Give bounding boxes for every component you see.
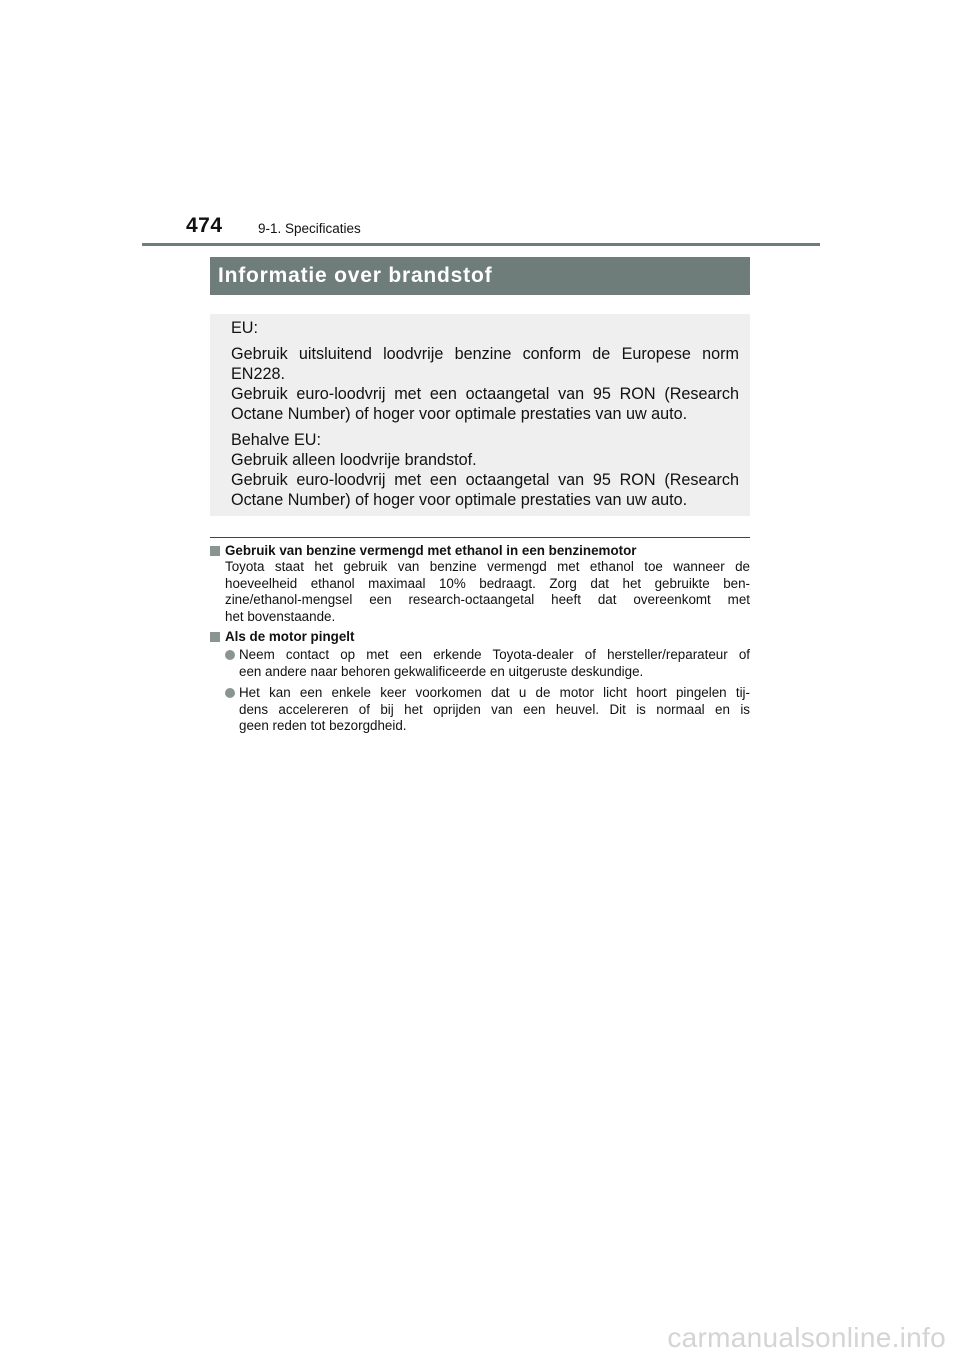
non-eu-text	[231, 450, 739, 510]
eu-text	[231, 344, 739, 424]
square-icon	[210, 546, 220, 556]
page-title: Informatie over brandstof	[218, 264, 493, 287]
bullet-text	[239, 685, 750, 734]
dot-icon	[225, 688, 235, 698]
non-eu-label: Behalve EU:	[231, 431, 321, 449]
note-body-line: zine/ethanol-mengsel een research-octaangetal heeft dat overeenkomt met	[225, 592, 750, 608]
eu-line: Octane Number) of hoger voor optimale prestaties van uw auto.	[231, 405, 688, 423]
bullet-line: Het kan een enkele keer voorkomen dat u de motor licht hoort pingelen tij-	[239, 685, 750, 701]
bullet-line: dens accelereren of bij het oprijden van een heuvel. Dit is normaal en is	[239, 701, 750, 717]
fuel-info-box	[210, 314, 750, 516]
bullet-item	[225, 685, 750, 734]
bullet-line: Neem contact op met een erkende Toyota-dealer of hersteller/reparateur of	[239, 647, 750, 663]
non-eu-line: Gebruik alleen loodvrije brandstof.	[231, 451, 477, 469]
bullet-line: geen reden tot bezorgdheid.	[239, 718, 407, 734]
bullet-item	[225, 647, 750, 680]
note-heading	[210, 629, 750, 645]
eu-line: Gebruik euro-loodvrij met een octaangetal van 95 RON (Research	[231, 385, 739, 403]
page-number: 474	[186, 214, 223, 237]
section-label: 9-1. Specificaties	[258, 221, 361, 236]
eu-line: Gebruik uitsluitend loodvrije benzine conform de Europese norm	[231, 345, 739, 363]
non-eu-line: Octane Number) of hoger voor optimale prestaties van uw auto.	[231, 491, 688, 509]
notes-section	[210, 543, 750, 738]
bullet-line: een andere naar behoren gekwalificeerde en uitgeruste deskundige.	[239, 663, 644, 679]
note-body-line: hoeveelheid ethanol maximaal 10% bedraagt. Zorg dat het gebruikte ben-	[225, 575, 750, 591]
header-rule	[142, 243, 820, 246]
note-knocking	[210, 629, 750, 734]
note-heading	[210, 543, 750, 559]
dot-icon	[225, 650, 235, 660]
square-icon	[210, 632, 220, 642]
eu-line: EN228.	[231, 365, 285, 383]
title-bar	[210, 257, 750, 295]
note-body-line: het bovenstaande.	[225, 608, 336, 624]
eu-label: EU:	[231, 319, 258, 337]
note-body-line: Toyota staat het gebruik van benzine vermengd met ethanol toe wanneer de	[225, 559, 750, 575]
non-eu-line: Gebruik euro-loodvrij met een octaangetal van 95 RON (Research	[231, 471, 739, 489]
bullet-text	[239, 647, 750, 680]
note-ethanol	[210, 543, 750, 625]
watermark: carmanualsonline.info	[667, 1322, 946, 1353]
note-body	[225, 559, 750, 625]
divider	[210, 537, 750, 538]
note-heading-text: Als de motor pingelt	[225, 629, 355, 645]
note-heading-text: Gebruik van benzine vermengd met ethanol in een benzinemotor	[225, 543, 637, 558]
